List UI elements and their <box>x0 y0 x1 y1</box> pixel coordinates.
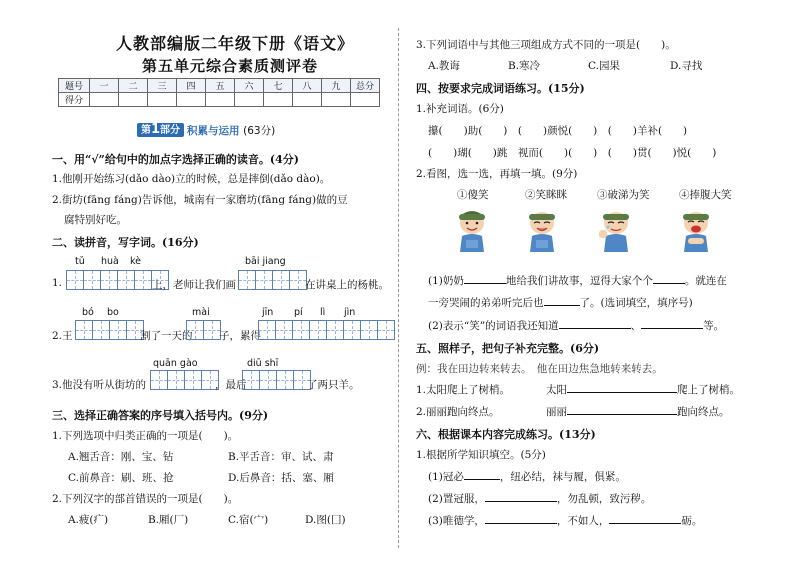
fill-text: (3)唯德学， <box>428 515 485 527</box>
face-label-2: ②笑眯眯 <box>525 189 567 201</box>
score-cell[interactable] <box>90 93 119 107</box>
fill-text: 跑向终点。 <box>677 406 730 418</box>
answer-blank[interactable] <box>641 328 703 329</box>
sentence-5-2-fill <box>546 404 730 419</box>
writing-grid[interactable] <box>258 320 394 340</box>
fill-text: 、 <box>630 320 642 332</box>
fill-text: 地给我们讲故事，逗得大家个个 <box>505 275 653 287</box>
sentence-5-1: 1.太阳爬上了树梢。 <box>416 384 511 396</box>
fill-text: ，不如人， <box>556 515 610 527</box>
section-5-title: 五、照样子，把句子补充完整。(6分) <box>416 342 600 355</box>
badge-prefix: 第 <box>141 125 151 136</box>
face-label-4: ④捧腹大笑 <box>679 189 732 201</box>
fill-text: (1)奶奶 <box>428 275 464 287</box>
fill-text: ，纽必结，袜与履，俱紧。 <box>499 471 626 483</box>
score-cell[interactable] <box>177 93 206 107</box>
boy-squinting-illustration <box>522 208 562 252</box>
fill-text: 一旁哭闹的弟弟听完后也 <box>428 297 544 309</box>
option-3-1-d: D.后鼻音：括、塞、厢 <box>228 472 334 484</box>
badge-number: 1 <box>151 122 161 137</box>
option-3-2-d: D.图(囗) <box>305 514 346 526</box>
writing-grid[interactable] <box>238 270 306 290</box>
idiom-row-1: 攥( )助( ) ( )颜悦( ) ( )羊补( ) <box>428 125 688 137</box>
question-3-2: 2.下列汉字的部首错误的一项是( )。 <box>52 493 239 505</box>
section-6-title: 六、根据课本内容完成练习。(13分) <box>416 428 596 441</box>
boy-laughing-illustration <box>676 208 716 252</box>
pinyin-3a: bó <box>82 307 94 318</box>
fill-text: 砺。 <box>681 515 703 527</box>
q2-2-num: 2.王 <box>52 330 73 342</box>
question-r3: 3.下列词语中与其他三项组成方式不同的一项是( )。 <box>416 39 676 51</box>
score-table-head <box>59 79 380 93</box>
writing-grid[interactable] <box>150 370 218 390</box>
exam-title: 人教部编版二年级下册《语文》 <box>116 34 355 53</box>
score-cell[interactable] <box>148 93 177 107</box>
score-head-cell: 题号 <box>59 79 90 93</box>
score-head-cell: 二 <box>119 79 148 93</box>
part-score: (63分) <box>243 125 276 137</box>
score-head-cell: 五 <box>206 79 235 93</box>
answer-blank[interactable] <box>567 414 677 415</box>
answer-blank[interactable] <box>567 392 677 393</box>
section-3-title: 三、选择正确答案的序号填入括号内。(9分) <box>52 409 269 422</box>
question-1-1: 1.他刚开始练习(dǎo dào)立的时候，总是摔倒(dǎo dào)。 <box>52 173 331 185</box>
writing-grid[interactable] <box>75 320 143 340</box>
option-3-2-a: A.疲(疒) <box>68 514 109 526</box>
fill-text: 爬上了树梢。 <box>677 384 740 396</box>
recite-6-1-2 <box>428 491 651 506</box>
fill-text: 太阳 <box>546 384 567 396</box>
score-cell[interactable] <box>264 93 293 107</box>
question-4-1: 1.补充词语。(6分) <box>416 103 504 115</box>
option-r3-c: C.园果 <box>588 60 620 72</box>
option-3-2-b: B.厢(厂) <box>148 514 189 526</box>
fill-text: (2)表示“笑”的词语我还知道 <box>428 320 559 332</box>
q2-2-mid2: 子，累得 <box>219 330 261 342</box>
score-table <box>58 78 380 107</box>
writing-grid[interactable] <box>186 320 220 340</box>
score-cell[interactable] <box>235 93 264 107</box>
score-table-row <box>59 93 380 107</box>
fill-text: ，勿乱顿，致污秽。 <box>556 493 652 505</box>
answer-blank[interactable] <box>464 283 506 284</box>
score-cell[interactable] <box>351 93 380 107</box>
q2-1-end: 在讲桌上的杨桃。 <box>305 279 389 291</box>
recite-6-1-3 <box>428 513 702 528</box>
question-1-2: 2.街坊(fāng fáng)告诉他，城南有一家磨坊(fāng fáng)做的豆 <box>52 194 348 206</box>
part-title-text: 积累与运用 <box>187 125 240 137</box>
pinyin-1b: huà <box>101 256 119 267</box>
boy-tearful-smile-illustration <box>596 208 636 252</box>
fill-text: 丽丽 <box>546 406 567 418</box>
badge-suffix: 部分 <box>160 125 181 136</box>
pinyin-6: quān gào <box>153 358 198 369</box>
answer-blank[interactable] <box>485 523 557 524</box>
option-r3-a: A.教诲 <box>428 60 460 72</box>
pinyin-1a: tǔ <box>75 256 85 267</box>
question-4-2: 2.看图，选一选，再填一填。(9分) <box>416 168 578 180</box>
pinyin-5c: lì <box>320 307 326 318</box>
pinyin-5b: pí <box>294 307 303 318</box>
sentence-5-2: 2.丽丽跑向终点。 <box>416 406 500 418</box>
column-divider <box>398 28 399 548</box>
part-title <box>187 123 275 138</box>
q2-3-end: 了两只羊。 <box>307 379 360 391</box>
pinyin-4: mài <box>192 307 210 318</box>
option-3-1-c: C.前鼻音：刷、班、抢 <box>68 472 174 484</box>
option-3-2-c: C.宿(宀) <box>228 514 269 526</box>
answer-blank[interactable] <box>464 479 500 480</box>
score-head-cell: 九 <box>322 79 351 93</box>
answer-blank[interactable] <box>609 523 681 524</box>
fill-text: 了。(选词填空，填序号) <box>579 297 693 309</box>
score-head-cell: 四 <box>177 79 206 93</box>
answer-blank[interactable] <box>544 305 580 306</box>
pinyin-7: diū shī <box>247 358 279 369</box>
pinyin-3b: bo <box>107 307 119 318</box>
sentence-5-1-fill <box>546 382 740 397</box>
q2-1-mid: 上，老师让我们画 <box>152 279 236 291</box>
face-label-3: ③破涕为笑 <box>597 189 650 201</box>
part-badge <box>137 123 184 137</box>
question-3-1: 1.下列选项中归类正确的一项是( )。 <box>52 430 239 442</box>
score-cell[interactable] <box>322 93 351 107</box>
fill-4-2-1 <box>428 273 727 288</box>
pinyin-2: bāi jiang <box>245 256 286 267</box>
writing-grid[interactable] <box>242 370 310 390</box>
fill-text: 。就连在 <box>684 275 727 287</box>
score-head-cell: 三 <box>148 79 177 93</box>
q2-3-pre: 3.他没有听从街坊的 <box>52 379 147 391</box>
q2-3-mid: ，最后 <box>215 379 247 391</box>
fill-text: (2)置冠服， <box>428 493 485 505</box>
question-6-1: 1.根据所学知识填空。(5分) <box>416 449 546 461</box>
fill-4-2-2 <box>428 318 724 333</box>
fill-text: (1)冠必 <box>428 471 464 483</box>
score-head-cell: 八 <box>293 79 322 93</box>
option-r3-b: B.寒冷 <box>508 60 541 72</box>
recite-6-1-1 <box>428 469 626 484</box>
answer-blank[interactable] <box>653 283 685 284</box>
score-row-label: 得分 <box>59 93 90 107</box>
face-label-1: ①傻笑 <box>457 189 489 201</box>
idiom-row-2: ( )瑚( )跳 视而( )( ) ( )贯( )悦( ) <box>428 147 717 159</box>
exam-subtitle: 第五单元综合素质测评卷 <box>142 57 319 75</box>
answer-blank[interactable] <box>485 501 557 502</box>
option-3-1-a: A.翘舌音：刚、宝、钻 <box>68 451 174 463</box>
pinyin-1c: kè <box>130 256 142 267</box>
q2-1-num: 1. <box>52 277 63 289</box>
section-2-title: 二、读拼音，写字词。(16分) <box>52 236 199 249</box>
pinyin-5d: jìn <box>344 307 356 318</box>
score-head-cell: 七 <box>264 79 293 93</box>
section-1-title: 一、用“√”给句中的加点字选择正确的读音。(4分) <box>52 153 299 166</box>
question-1-2-cont: 腐特别好吃。 <box>64 214 127 226</box>
fill-4-2-1-cont <box>428 295 693 310</box>
q2-2-mid: 割了一天的 <box>140 330 193 342</box>
score-cell[interactable] <box>206 93 235 107</box>
score-cell[interactable] <box>293 93 322 107</box>
score-head-cell: 总分 <box>351 79 380 93</box>
fill-text: 等。 <box>703 320 725 332</box>
example-sentence: 例：我在田边转来转去。 他在田边焦急地转来转去。 <box>416 363 663 375</box>
score-head-cell: 六 <box>235 79 264 93</box>
boy-smiling-illustration <box>452 208 492 252</box>
score-head-cell: 一 <box>90 79 119 93</box>
option-3-1-b: B.平舌音：审、试、肃 <box>228 451 334 463</box>
pinyin-5a: jīn <box>262 307 274 318</box>
score-cell[interactable] <box>119 93 148 107</box>
answer-blank[interactable] <box>559 328 631 329</box>
section-4-title: 四、按要求完成词语练习。(15分) <box>416 82 585 95</box>
option-r3-d: D.寻找 <box>670 60 703 72</box>
